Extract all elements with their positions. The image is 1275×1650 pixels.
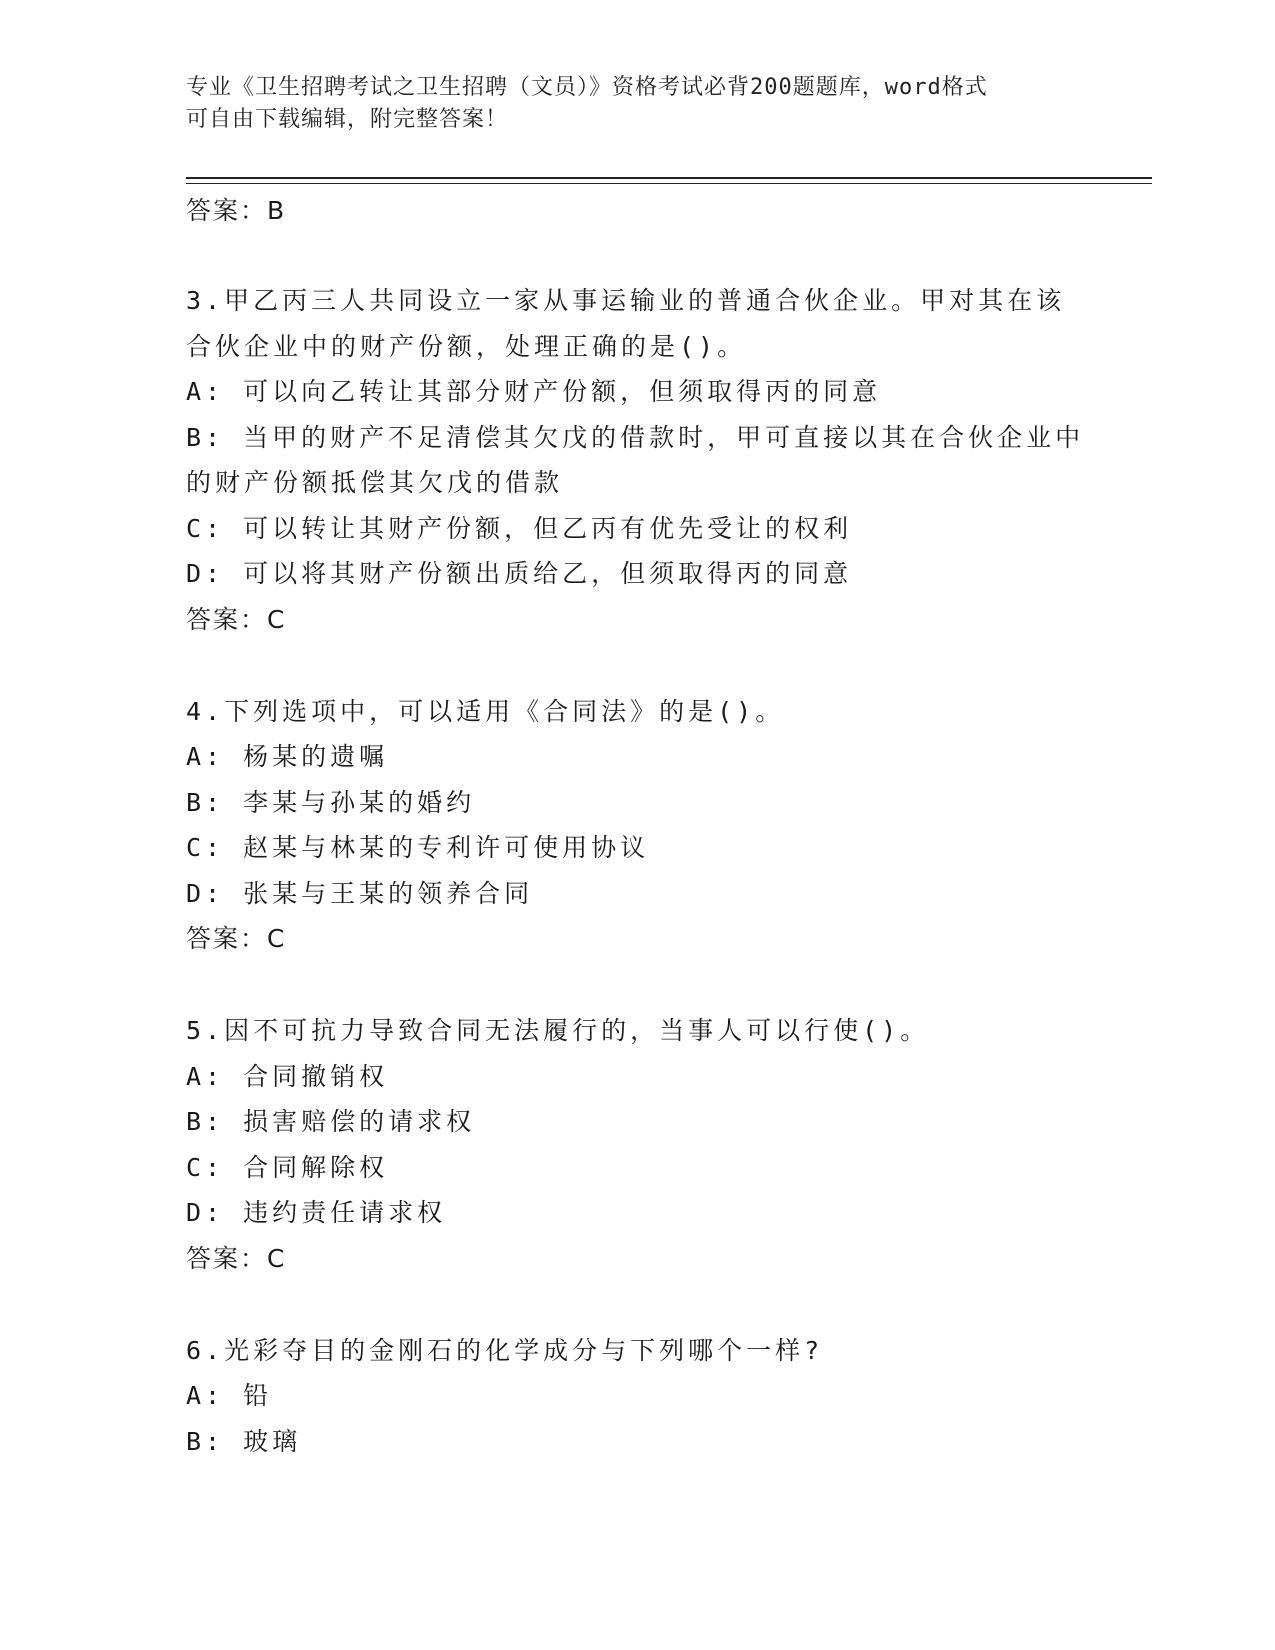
question-5 xyxy=(186,1008,1086,1282)
question-6 xyxy=(186,1328,1086,1465)
answer-line: 答案：C xyxy=(186,604,287,634)
question-stem-line: 合伙企业中的财产份额，处理正确的是()。 xyxy=(186,331,747,361)
question-stem-line: 5.因不可抗力导致合同无法履行的，当事人可以行使()。 xyxy=(186,1016,930,1045)
header-line-2: 可自由下载编辑，附完整答案！ xyxy=(186,107,509,132)
option-d: D: 可以将其财产份额出质给乙，但须取得丙的同意 xyxy=(186,559,853,588)
option-b: B: 玻璃 xyxy=(186,1426,302,1456)
question-3 xyxy=(186,278,1086,643)
option-a: A: 合同撤销权 xyxy=(186,1061,389,1091)
question-4 xyxy=(186,689,1086,963)
option-a: A: 杨某的遗嘱 xyxy=(186,742,389,771)
answer-line: 答案：C xyxy=(186,924,287,953)
answer-line: 答案：B xyxy=(186,196,287,225)
option-a: A: 铅 xyxy=(186,1381,273,1410)
option-b: B: 损害赔偿的请求权 xyxy=(186,1107,476,1136)
option-c: C: 可以转让其财产份额，但乙丙有优先受让的权利 xyxy=(186,513,853,543)
option-a: A: 可以向乙转让其部分财产份额，但须取得丙的同意 xyxy=(186,377,882,406)
option-d: D: 违约责任请求权 xyxy=(186,1198,447,1227)
option-c: C: 合同解除权 xyxy=(186,1152,389,1182)
question-stem-line: 6.光彩夺目的金刚石的化学成分与下列哪个一样? xyxy=(186,1335,824,1365)
spacer xyxy=(186,234,1086,278)
header-line-1: 专业《卫生招聘考试之卫生招聘（文员）》资格考试必背200题题库，word格式 xyxy=(186,75,988,100)
option-b-continued: 的财产份额抵偿其欠戊的借款 xyxy=(186,468,564,497)
option-c: C: 赵某与林某的专利许可使用协议 xyxy=(186,833,650,862)
spacer xyxy=(186,643,1086,689)
option-b: B: 当甲的财产不足清偿其欠戊的借款时，甲可直接以其在合伙企业中 xyxy=(186,422,1085,452)
question-stem-line: 3.甲乙丙三人共同设立一家从事运输业的普通合伙企业。甲对其在该 xyxy=(186,286,1066,315)
answer-line: 答案：C xyxy=(186,1243,287,1273)
spacer xyxy=(186,962,1086,1008)
option-d: D: 张某与王某的领养合同 xyxy=(186,878,534,908)
document-body xyxy=(186,188,1086,1464)
header-divider xyxy=(186,177,1152,184)
question-stem-line: 4.下列选项中，可以适用《合同法》的是()。 xyxy=(186,696,785,726)
document-header xyxy=(186,72,1086,136)
option-b: B: 李某与孙某的婚约 xyxy=(186,787,476,817)
spacer xyxy=(186,1282,1086,1328)
